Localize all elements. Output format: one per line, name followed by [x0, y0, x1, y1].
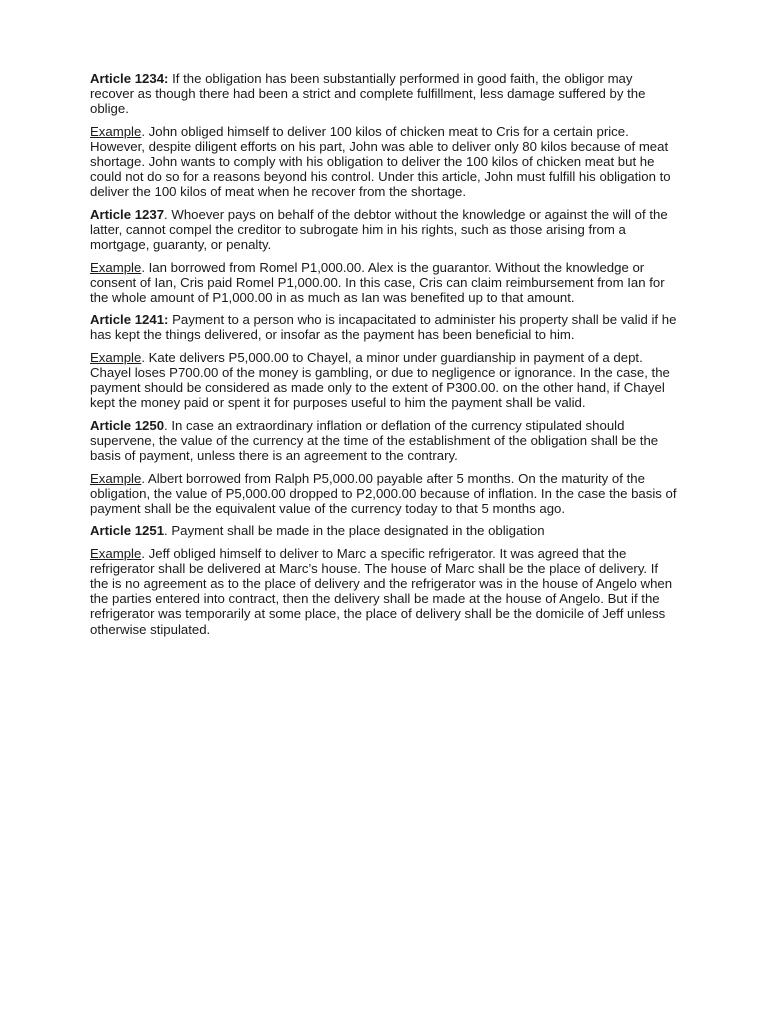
article-label: Article 1251 — [90, 523, 165, 539]
example-label: Example — [90, 259, 142, 275]
example-1251-paragraph — [90, 546, 680, 637]
article-text: . Payment shall be made in the place designated in the obligation — [164, 523, 545, 539]
example-text: . Jeff obliged himself to deliver to Marc a specific refrigerator. It was agreed that the refrigerator shall be delivered at Marc’s house. The house of Marc shall be the place of delivery. If the is no agreement as to the place of delivery and the refrigerator was in the house of Angelo when the parties entered into contract, then the delivery shall be made at the house of Angelo. But if the refrigerator was temporarily at some place, the place of delivery shall be the domicile of Jeff unless otherwise stipulated. — [90, 546, 673, 637]
example-1241-paragraph — [90, 350, 680, 410]
example-1250-paragraph — [90, 471, 680, 516]
example-label: Example — [90, 350, 142, 365]
article-1237-paragraph — [90, 207, 680, 252]
document-page — [90, 71, 680, 644]
example-1234-paragraph — [90, 124, 680, 199]
article-1234-paragraph — [90, 71, 680, 116]
article-label: Article 1250 — [90, 417, 165, 433]
article-text: . Whoever pays on behalf of the debtor without the knowledge or against the will of the latter, cannot compel the creditor to subrogate him in his rights, such as those arising from a mortgage, guaranty, or penalty. — [90, 206, 668, 252]
article-1241-paragraph — [90, 312, 680, 342]
example-label: Example — [90, 470, 142, 486]
article-label: Article 1241: — [90, 312, 169, 328]
example-text: . John obliged himself to deliver 100 kilos of chicken meat to Cris for a certain price. However, despite diligent efforts on his part, John was able to deliver only 80 kilos because of meat shortage. John wants to comply with his obligation to deliver the 100 kilos of chicken meat but he could not do so for a reasons beyond his control. Under this article, John must fulfill his obligation to deliver the 100 kilos of meat when he recover from the shortage. — [90, 123, 671, 200]
example-label: Example — [90, 123, 142, 139]
example-label: Example — [90, 546, 142, 562]
example-text: . Ian borrowed from Romel P1,000.00. Alex is the guarantor. Without the knowledge or consent of Ian, Cris paid Romel P1,000.00. In this case, Cris can claim reimbursement from Ian for the whole amount of P1,000.00 in as much as Ian was benefited up to that amount. — [90, 259, 665, 305]
article-text: . In case an extraordinary inflation or deflation of the currency stipulated should supervene, the value of the currency at the time of the establishment of the obligation shall be the basis of payment, unless there is an agreement to the contrary. — [90, 417, 659, 464]
article-label: Article 1234: — [90, 71, 169, 86]
article-1251-paragraph — [90, 523, 680, 538]
article-label: Article 1237 — [90, 206, 165, 222]
article-text: Payment to a person who is incapacitated to administer his property shall be valid if he has kept the things delivered, or insofar as the payment has been beneficial to him. — [90, 312, 677, 343]
article-text: If the obligation has been substantially performed in good faith, the obligor may recover as though there had been a strict and complete fulfillment, less damage suffered by the oblige. — [90, 71, 646, 117]
example-text: . Albert borrowed from Ralph P5,000.00 payable after 5 months. On the maturity of the obligation, the value of P5,000.00 dropped to P2,000.00 because of inflation. In the case the basis of payment shall be the equivalent value of the currency today to that 5 months ago. — [90, 470, 677, 516]
example-text: . Kate delivers P5,000.00 to Chayel, a minor under guardianship in payment of a dept. Chayel loses P700.00 of the money is gambling, or due to negligence or ignorance. In the case, the payment should be considered as made only to the extent of P300.00. on the other hand, if Chayel kept the money paid or spent it for purposes useful to him the payment shall be valid. — [90, 350, 670, 411]
article-1250-paragraph — [90, 418, 680, 463]
example-1237-paragraph — [90, 260, 680, 305]
